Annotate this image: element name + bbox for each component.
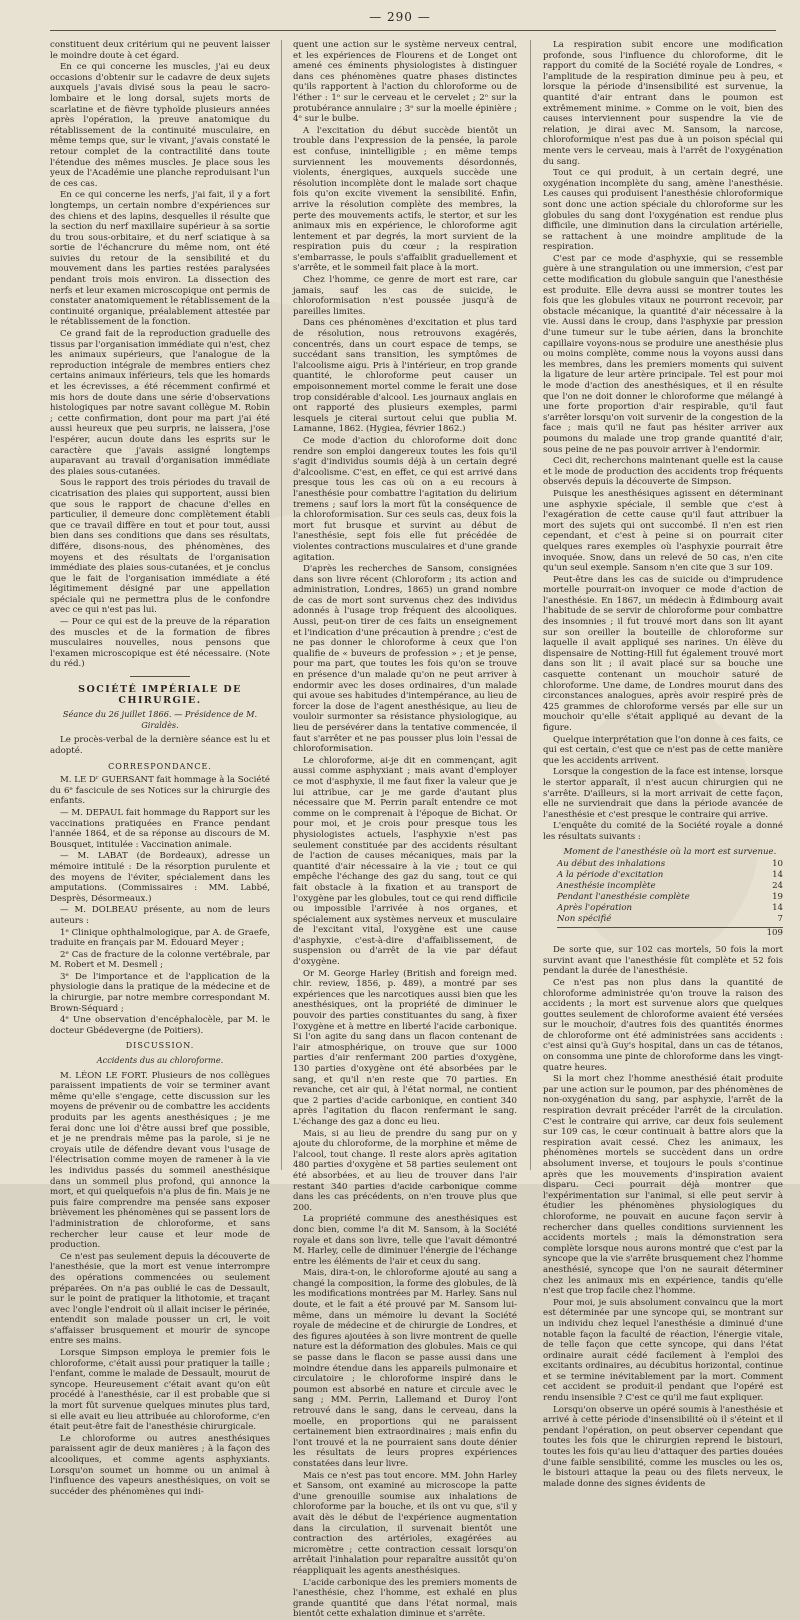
- paragraph: Lorsque la congestion de la face est intense, lorsque le stertor apparaît, il n'est aucun chirurgien qui ne s'arrête. D'ailleurs, si la mort arrivait de cette façon, elle ne surviendrait que dans la période avancée de l'anesthésie et c'est presque le contraire qui arrive.: [543, 767, 783, 820]
- correspondence-item: 2ᵉ Cas de fracture de la colonne vertébrale, par M. Robert et M. Desmell ;: [50, 949, 270, 971]
- paragraph: En ce qui concerne les nerfs, j'ai fait, il y a fort longtemps, un certain nombre d'expériences sur des chiens et des lapins, desquelles il résulte que la section du nerf maxillaire supérieur à sa sortie du trou sous-orbitaire, et du nerf sciatique à sa sortie de l'échancrure du même nom, ont été suivies du retour de la sensibilité et du mouvement dans les parties restées paralysées pendant trois mois environ. La dissection des nerfs et leur examen microscopique ont permis de constater anatomiquement le rétablissement de la continuité organique, préalablement attestée par le rétablissement de la fonction.: [50, 190, 270, 328]
- table-total: [557, 927, 783, 939]
- correspondence-heading: CORRESPONDANCE.: [108, 761, 212, 771]
- table-row: [557, 859, 783, 870]
- correspondence-item: 1ᵉ Clinique ophthalmologique, par A. de Graefe, traduite en français par M. Édouard Meyer ;: [50, 927, 270, 949]
- row-value: 14: [772, 870, 783, 881]
- paragraph: Le chloroforme, ai-je dit en commençant, agit aussi comme asphyxiant ; mais avant d'employer ce mot d'asphyxie, il me faut fixer la valeur que je lui attribue, car je me garde d'autant plus nécessaire que M. Perrin paraît entendre ce mot comme on le comprenait à l'époque de Bichat. Or pour moi, et je crois pour presque tous les physiologistes actuels, l'asphyxie n'est pas seulement constituée par des accidents résultant de l'action de causes mécaniques, mais par la quantité d'air nécessaire à la vie ; tout ce qui empêche l'échange des gaz du sang, tout ce qui fait obstacle à la fixation et au transport de l'oxygène par les globules, tout ce qui rend difficile ou impossible l'arrivée à nos organes, et spécialement aux systèmes nerveux et musculaire de l'excitant vital, l'oxygène est une cause d'asphyxie, c'est-à-dire d'affaiblissement, de suspension ou d'arrêt de la vie par défaut d'oxygène.: [293, 755, 517, 968]
- correspondence-item: M. LE Dʳ GUERSANT fait hommage à la Société du 6ᵉ fascicule de ses Notices sur la chirurgie des enfants.: [50, 775, 270, 807]
- paragraph: Ceci dit, recherchons maintenant quelle est la cause et le mode de production des accidents trop fréquents observés depuis la découverte de Simpson.: [543, 456, 783, 488]
- paragraph: A l'excitation du début succède bientôt un trouble dans l'expression de la pensée, la parole est confuse, inintelligible ; en même temps surviennent les mouvements désordonnés, violents, énergiques, auxquels succède une résolution incomplète dont le malade sort chaque fois qu'on excite vivement la sensibilité. Enfin, arrive la résolution complète des membres, la perte des mouvements actifs, le stertor, et sur les animaux mis en expérience, le chloroforme agit lentement et par degrés, la mort survient de la respiration puis du cœur ; la respiration s'embarrasse, le pouls s'affaiblit graduellement et s'arrête, et le sommeil fait place à la mort.: [293, 125, 517, 274]
- row-value: 24: [772, 881, 783, 892]
- paragraph: Or M. George Harley (British and foreign med. chir. review, 1856, p. 489), a montré par ses expériences que les narcotiques aussi bien que les anesthésiques, ont la propriété de diminuer le pouvoir des parties constituantes du sang, à fixer l'oxygène et à mettre en liberté l'acide carbonique. Si l'on agite du sang dans un flacon contenant de l'air atmosphérique, on trouve que sur 1000 parties d'air renfermant 200 parties d'oxygène, 130 parties d'oxygène ont été absorbées par le sang, et qu'il n'en reste que 70 parties. En revanche, cet air qui, à l'état normal, ne contient que 2 parties d'acide carbonique, en contient 340 après l'agitation du flacon renfermant le sang. L'échange des gaz a donc eu lieu.: [293, 968, 517, 1127]
- table-row: [557, 870, 783, 881]
- paragraph: Ce grand fait de la reproduction graduelle des tissus par l'organisation immédiate qui n'est, chez les animaux supérieurs, que l'analogue de la reproduction intégrale de membres entiers chez certains animaux inférieurs, tels que les homards et les écrevisses, a été récemment confirmé et mis hors de doute dans une série d'observations histologiques par notre savant collègue M. Robin ; cette confirmation, dont pour ma part j'ai été aussi heureux que peu surpris, ne laissera, j'ose l'espérer, aucun doute dans les esprits sur le caractère que j'avais assigné longtemps auparavant au travail d'organisation immédiate des plaies sous-cutanées.: [50, 329, 270, 477]
- editor-note: — Pour ce qui est de la preuve de la réparation des muscles et de la formation de fibres musculaires nouvelles, nous pensons que l'examen microscopique est été nécessaire. (Note du réd.): [50, 617, 270, 670]
- paragraph: Mais, dira-t-on, le chloroforme ajouté au sang a changé la composition, la forme des globules, de là les modifications montrées par M. Harley. Sans nul doute, et le fait a été prouvé par M. Sansom lui-même, dans un mémoire lu devant la Société royale de médecine et de chirurgie de Londres, et des figures ajoutées à son livre montrent de quelle nature est la déformation des globules. Mais ce qui se passe dans le flacon se passe aussi dans une moindre étendue dans les appareils pulmonaire et circulatoire ; le chloroforme inspiré dans le poumon est absorbé en nature et circule avec le sang ; MM. Perrin, Lallemand et Duroy l'ont retrouvé dans le sang, dans le cerveau, dans la moelle, en proportions qui ne paraissent certainement bien extraordinaires ; mais enfin du l'ont trouvé et la ne pourraient sans doute dénier les résultats de leurs propres expériences constatées dans leur livre.: [293, 1268, 517, 1469]
- paragraph: Ce mode d'action du chloroforme doit donc rendre son emploi dangereux toutes les fois qu'il s'agit d'individus soumis déjà à un certain degré d'alcoolisme. C'est, en effet, ce qui est arrivé dans presque tous les cas où on a eu recours à l'anesthésie pour combattre l'agitation du delirium tremens ; sauf lors la mort fût la conséquence de la chloroformisation. Sur ces seuls cas, deux fois la mort fut brusque et survint au début de l'anesthésie, sept fois elle fut précédée de violentes contractions musculaires et d'une grande agitation.: [293, 435, 517, 563]
- paragraph: Lorsque Simpson employa le premier fois le chloroforme, c'était aussi pour pratiquer la taille ; l'enfant, comme le malade de Dessault, mourut de syncope. Heureusement c'était avant qu'on eût procédé à l'anesthésie, car il est probable que si la mort fût survenue quelques minutes plus tard, si elle avait eu lieu attribuée au chloroforme, c'en était peut-être fait de l'anesthésie chirurgicale.: [50, 1348, 270, 1433]
- paragraph: Si la mort chez l'homme anesthésié était produite par une action sur le poumon, par des phénomènes de non-oxygénation du sang, par asphyxie, l'arrêt de la respiration devrait précéder l'arrêt de la circulation. C'est le contraire qui arrive, car deux fois seulement sur 109 cas, le cœur continuait à battre alors que la respiration avait cessé. Chez les animaux, les phénomènes mortels se succèdent dans un ordre absolument inverse, et toujours le pouls s'continue après que les mouvements d'inspiration avaient disparu. Ceci pourrait déjà montrer que l'expérimentation sur l'animal, si elle peut servir à étudier les phénomènes physiologiques du chloroforme, ne pouvait en aucune façon servir à rechercher dans quelles conditions surviennent les accidents mortels ; mais la démonstration sera complète lorsque nous aurons montré que c'est par la syncope que la vie s'arrête brusquement chez l'homme anesthésié, syncope que l'on ne saurait déterminer chez les animaux mis en expérience, tandis qu'elle n'est que trop facile chez l'homme.: [543, 1074, 783, 1297]
- total-value: 109: [766, 928, 783, 939]
- column-right: [543, 40, 783, 1489]
- paragraph: La propriété commune des anesthésiques est donc bien, comme l'a dit M. Sansom, à la Société royale et dans son livre, telle que l'avait démontré M. Harley, celle de diminuer l'énergie de l'échange entre les éléments de l'air et ceux du sang.: [293, 1214, 517, 1267]
- paragraph: D'après les recherches de Sansom, consignées dans son livre récent (Chloroform ; its action and administration, Londres, 1865) un grand nombre de cas de mort sont survenus chez des individus adonnés à l'usage trop fréquent des alcooliques. Aussi, peut-on tirer de ces faits un enseignement et l'indication d'une précaution à prendre ; c'est de ne pas donner le chloroforme à ceux que l'on qualifie de « buveurs de profession » ; et je pense, pour ma part, que toutes les fois qu'on se trouve en présence d'un malade qu'on ne peut arriver à endormir avec les doses ordinaires, d'un malade qui avoue ses habitudes d'intempérance, au lieu de forcer la dose de l'agent anesthésique, au lieu de vouloir surmonter sa résistance physiologique, au lieu de persévérer dans la tentative commencée, il faut s'arrêter et ne pas pousser plus loin l'essai de chloroformisation.: [293, 564, 517, 755]
- paragraph: Ce n'est pas non plus dans la quantité de chloroforme administrée qu'on trouve la raison des accidents ; la mort est survenue alors que quelques gouttes seulement de chloroforme avaient été versées sur le mouchoir, d'autres fois des quantités énormes de chloroforme ont été administrées sans accidents : c'est ainsi qu'à Guy's hospital, dans un cas de tétanos, on consomma une pinte de chloroforme dans les vingt-quatre heures.: [543, 977, 783, 1073]
- paragraph: Mais, si au lieu de prendre du sang pur on y ajoute du chloroforme, de la morphine et même de l'alcool, tout change. Il reste alors après agitation 480 parties d'oxygène et 58 parties seulement ont été absorbées, et au lieu de trouver dans l'air restant 340 parties d'acide carbonique comme dans les cas précédents, on n'en trouve plus que 200.: [293, 1128, 517, 1213]
- society-title: SOCIÉTÉ IMPÉRIALE DE CHIRURGIE.: [78, 684, 242, 706]
- row-label: Pendant l'anesthésie complète: [557, 892, 690, 903]
- paragraph: Puisque les anesthésiques agissent en déterminant une asphyxie spéciale, il semble que c'est à l'exagération de cette cause qu'il faut attribuer la mort des sujets qui ont succombé. Il n'en est rien cependant, et c'est à peine si on pourrait citer quelques rares exemples où l'asphyxie pourrait être invoquée. Snow, dans un relevé de 50 cas, n'en cite qu'un seul exemple. Sansom n'en cite que 3 sur 109.: [543, 488, 783, 574]
- row-label: Non spécifié: [557, 914, 612, 925]
- mortality-table: [557, 847, 783, 940]
- correspondence-item: — M. DEPAUL fait hommage du Rapport sur les vaccinations pratiquées en France pendant l'année 1864, et de sa réponse au discours de M. Bousquet, intitulée : Vaccination animale.: [50, 807, 270, 850]
- paragraph: De sorte que, sur 102 cas mortels, 50 fois la mort survint avant que l'anesthésie fût complète et 52 fois pendant la durée de l'anesthésie.: [543, 945, 783, 977]
- minutes-line: Le procès-verbal de la dernière séance est lu et adopté.: [50, 735, 270, 756]
- paragraph: M. LÉON LE FORT. Plusieurs de nos collègues paraissent impatients de voir se terminer avant même qu'elle s'engage, cette discussion sur les moyens de prévenir ou de combattre les accidents produits par les agents anesthésiques ; je me ferai donc une loi d'être aussi bref que possible, et je ne prendrais même pas la parole, si je ne croyais utile de défendre devant vous l'usage de l'électrisation comme moyen de ramener à la vie les individus passés du sommeil anesthésique dans un sommeil plus profond, qui annonce la mort, et qui quelquefois n'a plus de fin. Mais je ne puis faire comprendre ma pensée sans exposer brièvement les phénomènes qui se passent lors de l'administration de chloroforme, et sans rechercher leur cause et leur mode de production.: [50, 1070, 270, 1251]
- row-value: 7: [777, 914, 783, 925]
- table-row: [557, 892, 783, 903]
- row-value: 19: [772, 892, 783, 903]
- discussion-topic: Accidents dus au chloroforme.: [96, 1055, 224, 1066]
- row-label: A la période d'excitation: [557, 870, 664, 881]
- page-number: — 290 —: [369, 10, 431, 24]
- correspondence-item: — M. DOLBEAU présente, au nom de leurs auteurs :: [50, 905, 270, 926]
- row-label: Anesthésie incomplète: [557, 881, 656, 892]
- paragraph: Lorsqu'on observe un opéré soumis à l'anesthésie et arrivé à cette période d'insensibilité où il s'éteint et il pendant l'opération, on peut observer cependant que toutes les fois que le chirurgien reprend le bistouri, toutes les fois qu'au lieu d'attaquer des parties douées d'une faible sensibilité, comme les muscles ou les os, le bistouri attaque la peau ou des filets nerveux, le malade donne des signes évidents de: [543, 1404, 783, 1489]
- paragraph: Peut-être dans les cas de suicide ou d'imprudence mortelle pourrait-on invoquer ce mode d'action de l'anesthésie. En 1867, un médecin à Édimbourg avait l'habitude de se servir de chloroforme pour combattre des insomnies ; il fut trouvé mort dans son lit ayant sur son oreiller la bouteille de chloroforme sur laquelle il avait appliqué ses narines. Un élève du dispensaire de Notting-Hill fut également trouvé mort dans son lit ; il avait placé sur sa bouche une casquette contenant un mouchoir saturé de chloroforme. Une dame, de Londres mourut dans des circonstances analogues, après avoir respiré près de 425 grammes de chloroforme versés par elle sur un mouchoir qu'elle s'était appliqué au devant de la figure.: [543, 574, 783, 733]
- column-divider: [530, 40, 531, 1170]
- paragraph: quent une action sur le système nerveux central, et les expériences de Flourens et de Longet ont amené ces éminents physiologistes à distinguer dans ces phénomènes quatre phases distinctes qu'ils rapportent à l'action du chloroforme ou de l'éther : 1ᵒ sur le cerveau et le cervelet ; 2ᵒ sur la protubérance annulaire ; 3ᵒ sur la moelle épinière ; 4ᵒ sur le bulbe.: [293, 40, 517, 125]
- correspondence-item: 4ᵉ Une observation d'encéphalocèle, par M. le docteur Gbédevergne (de Poitiers).: [50, 1015, 270, 1036]
- session-subtitle: Séance du 26 juillet 1866. — Présidence de M. Giraldès.: [62, 709, 258, 730]
- paragraph: C'est par ce mode d'asphyxie, qui se ressemble guère à une strangulation ou une immersion, c'est par cette modification du globule sanguin que l'anesthésie est produite. Elle devra aussi se montrer toutes les fois que les globules vitaux ne pourront recevoir, par obstacle mécanique, la quantité d'air nécessaire à la vie. Aussi dans le croup, dans l'asphyxie par pression d'une tumeur sur le tube aérien, dans la bronchite capillaire voyons-nous se produire une anesthésie plus ou moins complète, comme nous la voyons aussi dans les membres, dans les premiers moments qui suivent la ligature de leur artère principale. Tel est pour moi le mode d'action des anesthésiques, et il en résulte que l'on ne doit donner le chloroforme que mélangé à une forte proportion d'air respirable, qu'il faut s'arrêter lorsqu'on voit survenir de la congestion de la face ; mais qu'il ne faut pas hésiter arriver aux poumons du malade une trop grande quantité d'air, sous peine de ne pas pouvoir arriver à l'endormir.: [543, 253, 783, 455]
- paragraph: La respiration subit encore une modification profonde, sous l'influence du chloroforme, dit le rapport du comité de la Société royale de Londres, « l'amplitude de la respiration diminue peu à peu, et lorsque la période d'insensibilité est survenue, la quantité d'air entrant dans le poumon est extrêmement minime. » Comme on le voit, bien des causes interviennent pour suspendre la vie de relation, je dirai avec M. Sansom, la narcose, chloroformique n'est pas due à un poison spécial qui mente vers le cerveau, mais à l'arrêt de l'oxygénation du sang.: [543, 40, 783, 167]
- paragraph: Quelque interprétation que l'on donne à ces faits, ce qui est certain, c'est que ce n'est pas de cette manière que les accidents arrivent.: [543, 734, 783, 766]
- row-label: Au début des inhalations: [557, 859, 666, 870]
- paragraph: Dans ces phénomènes d'excitation et plus tard de résolution, nous retrouvons exagérés, concentrés, dans un court espace de temps, se succédant sans transition, les symptômes de l'alcoolisme aigu. Pris à l'intérieur, en trop grande quantité, le chloroforme peut causer un empoisonnement mortel comme le ferait une dose trop considérable d'alcool. Les journaux anglais en ont rapporté des plusieurs exemples, parmi lesquels je citerai surtout celui que publia M. Lamanne, 1862. (Hygiea, février 1862.): [293, 318, 517, 435]
- row-label: Après l'opération: [557, 903, 633, 914]
- page-header: [0, 6, 800, 28]
- paragraph: constituent deux critérium qui ne peuvent laisser le moindre doute à cet égard.: [50, 40, 270, 61]
- row-value: 14: [772, 903, 783, 914]
- paragraph: Mais ce n'est pas tout encore. MM. John Harley et Sansom, ont examiné au microscope la patte d'une grenouille soumise aux inhalations de chloroforme par la bouche, et ils ont vu que, s'il y avait dès le début de l'expérience augmentation dans la circulation, il survenait bientôt une contraction des artérioles, exagérées au micromètre ; cette contraction cessait lorsqu'on arrêtait l'inhalation pour reparaître aussitôt qu'on réappliquait les agents anesthésiques.: [293, 1470, 517, 1576]
- paragraph: En ce qui concerne les muscles, j'ai eu deux occasions d'obtenir sur le cadavre de deux sujets auxquels j'avais divisé sous la peau le sacro-lombaire et le long dorsal, sujets morts de scarlatine et de fièvre typhoïde plusieurs années après l'opération, la preuve anatomique du rétablissement de la continuité musculaire, en même temps que, sur le vivant, j'avais constaté le retour complet de la contractilité dans toute l'étendue des mêmes muscles. Je place sous les yeux de l'Académie une planche reproduisant l'un de ces cas.: [50, 62, 270, 189]
- table-row: [557, 914, 783, 925]
- column-divider: [281, 40, 282, 1170]
- discussion-heading: DISCUSSION.: [125, 1041, 195, 1051]
- paragraph: L'acide carbonique des les premiers moments de l'anesthésie, chez l'homme, est exhalé en plus grande quantité que dans l'état normal, mais bientôt cette exhalation diminue et s'arrête.: [293, 1577, 517, 1620]
- paragraph: Chez l'homme, ce genre de mort est rare, car jamais, sauf les cas de suicide, le chloroformisation n'est poussée jusqu'à de pareilles limites.: [293, 275, 517, 317]
- column-middle: [293, 40, 517, 1620]
- table-row: [557, 881, 783, 892]
- table-heading: Moment de l'anesthésie où la mort est survenue.: [563, 846, 777, 857]
- correspondence-item: 3ᵉ De l'importance et de l'application de la physiologie dans la pratique de la médecine et de la chirurgie, par notre membre correspondant M. Brown-Séquard ;: [50, 971, 270, 1014]
- paragraph: Tout ce qui produit, à un certain degré, une oxygénation incomplète du sang, amène l'anesthésie. Les causes qui produisent l'anesthésie chloroformique sont donc une action spéciale du chloroforme sur les globules du sang dont l'oxygénation est rendue plus difficile, une diminution dans la circulation artérielle, se rattachent à une moindre amplitude de la respiration.: [543, 168, 783, 253]
- row-value: 10: [772, 859, 783, 870]
- paragraph: Sous le rapport des trois périodes du travail de cicatrisation des plaies qui supportent, aussi bien que sous le rapport de chacune d'elles en particulier, il demeure donc complètement établi que ce travail diffère en tout et pour tout, aussi bien dans ses conditions que dans ses résultats, différe, disons-nous, des phénomènes, des moyens et des résultats de l'organisation immédiate des plaies sous-cutanées, et je conclus que le fait de l'organisation immédiate a été légitimement désigné par une appellation spéciale qui ne permettra plus de le confondre avec ce qui n'est pas lui.: [50, 478, 270, 616]
- section-divider: [130, 676, 190, 677]
- paragraph: Ce n'est pas seulement depuis la découverte de l'anesthésie, que la mort est venue interrompre des opérations commencées ou seulement préparées. On n'a pas oublié le cas de Dessault, sur le point de pratiquer la lithotomie, et traçant avec l'ongle l'endroit où il allait inciser le périnée, entendit son malade pousser un cri, le voit s'affaisser brusquement et mourir de syncope entre ses mains.: [50, 1251, 270, 1347]
- correspondence-item: — M. LABAT (de Bordeaux), adresse un mémoire intitulé : De la résorption purulente et des moyens de l'éviter, spécialement dans les amputations. (Commissaires : MM. Labbé, Desprès, Désormeaux.): [50, 851, 270, 904]
- paragraph: L'enquête du comité de la Société royale a donné les résultats suivants :: [543, 821, 783, 842]
- column-left: [50, 40, 270, 1497]
- header-rule: [50, 30, 776, 31]
- paragraph: Le chloroforme ou autres anesthésiques paraissent agir de deux manières ; à la façon des alcooliques, et comme agents asphyxiants. Lorsqu'on soumet un homme ou un animal à l'influence des vapeurs anesthésiques, on voit se succéder des phénomènes qui indi-: [50, 1433, 270, 1497]
- paragraph: Pour moi, je suis absolument convaincu que la mort est déterminée par une syncope qui, se montrant sur un individu chez lequel l'anesthésie a diminué d'une notable façon la faculté de réaction, l'énergie vitale, de telle façon que cette syncope, qui dans l'état ordinaire aurait cédé facilement à l'emploi des excitants ordinaires, au décubitus horizontal, continue et se termine inévitablement par la mort. Comment cet accident se produit-il pendant que l'opéré est rendu insensible ? C'est ce qu'il me faut expliquer.: [543, 1297, 783, 1404]
- table-row: [557, 903, 783, 914]
